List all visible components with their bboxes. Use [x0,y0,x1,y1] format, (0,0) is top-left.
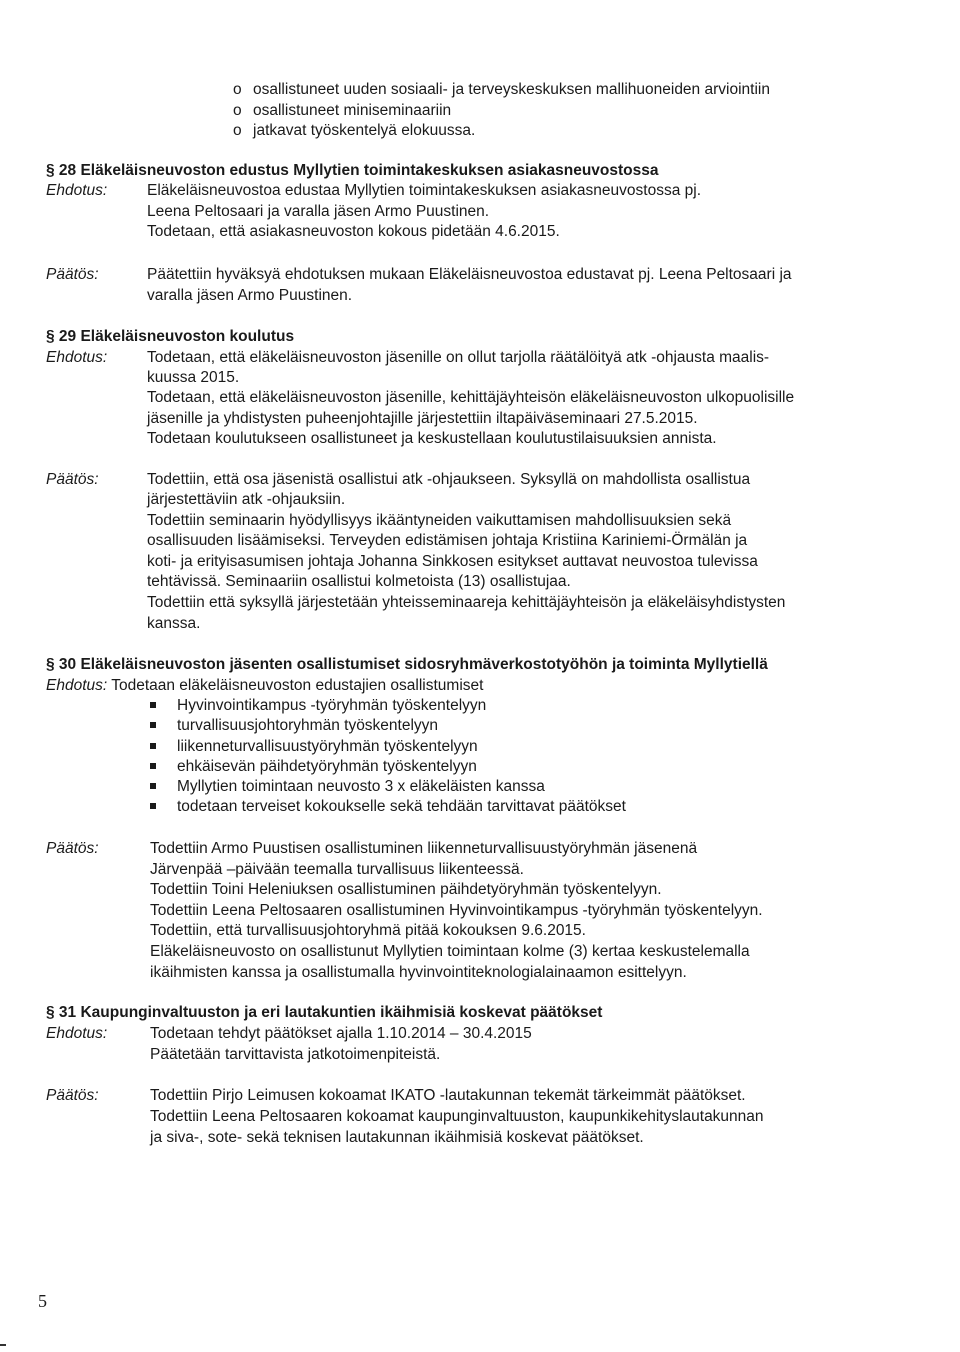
section-31-heading: § 31 Kaupunginvaltuuston ja eri lautakuntien ikäihmisiä koskevat päätökset [46,1004,603,1021]
s29-decision-line: Todettiin, että osa jäsenistä osallistui atk -ohjaukseen. Syksyllä on mahdollista osallistua [147,471,751,488]
circle-bullet-icon: o [233,102,242,119]
s30-bullet-item: ehkäisevän päihdetyöryhmän työskentelyyn [150,757,477,777]
s30-decision-line: Todettiin Leena Peltosaaren osallistuminen Hyvinvointikampus -työryhmän työskentelyyn. [150,902,763,919]
s29-decision-line: järjestettäviin atk -ohjauksiin. [147,491,346,508]
s29-decision-line: osallisuuden lisäämiseksi. Terveyden edistämisen johtaja Kristiina Kariniemi-Örmälän ja [147,532,748,549]
s29-decision-line: Todettiin seminaarin hyödyllisyys ikääntyneiden vaikuttamisen mahdollisuuksien sekä [147,512,732,529]
s30-decision-line: Todettiin Toini Heleniuksen osallistuminen päihdetyöryhmän työskentelyyn. [150,881,662,898]
decision-label: Päätös: [46,1087,99,1104]
s30-decision-line: Todettiin Armo Puustisen osallistuminen liikenneturvallisuustyöryhmän jäsenenä [150,840,698,857]
s30-decision-line: Järvenpää –päivään teemalla turvallisuus liikenteessä. [150,861,524,878]
s28-proposal-line: Todetaan, että asiakasneuvoston kokous pidetään 4.6.2015. [147,223,560,240]
s28-proposal-line: Eläkeläisneuvostoa edustaa Myllytien toimintakeskuksen asiakasneuvostossa pj. [147,182,701,199]
square-bullet-icon [150,743,156,749]
circle-bullet-icon: o [233,81,242,98]
s31-decision-line: Todettiin Leena Peltosaaren kokoamat kaupunginvaltuuston, kaupunkikehityslautakunnan [150,1108,764,1125]
s30-decision-line: Todettiin, että turvallisuusjohtoryhmä pitää kokouksen 9.6.2015. [150,922,586,939]
intro-list-item: o jatkavat työskentelyä elokuussa. [233,122,476,139]
proposal-label: Ehdotus: [46,182,108,199]
section-30-heading: § 30 Eläkeläisneuvoston jäsenten osallistumiset sidosryhmäverkostotyöhön ja toiminta Myllytiellä [46,656,768,673]
s30-bullet-item: Myllytien toimintaan neuvosto 3 x eläkeläisten kanssa [150,777,545,797]
s30-decision-line: ikäihmisten kanssa ja osallistumalla hyvinvointiteknologialainaamon esittelyyn. [150,964,687,981]
s29-decision-line: Todettiin että syksyllä järjestetään yhteisseminaareja kehittäjäyhteisön ja eläkeläisyhdistysten [147,594,786,611]
s28-decision-line: varalla jäsen Armo Puustinen. [147,287,353,304]
scan-edge-mark [0,1344,6,1346]
proposal-label: Ehdotus: [46,349,108,366]
s30-bullet-item: todetaan terveiset kokoukselle sekä tehdään tarvittavat päätökset [150,797,626,817]
s29-proposal-line: kuussa 2015. [147,369,240,386]
square-bullet-icon [150,722,156,728]
s29-proposal-line: Todetaan, että eläkeläisneuvoston jäsenille on ollut tarjolla räätälöityä atk -ohjausta maalis- [147,349,770,366]
square-bullet-icon [150,702,156,708]
s29-proposal-line: jäsenille ja yhdistysten puheenjohtajille järjestettiin iltapäiväseminaari 27.5.2015. [147,410,698,427]
s30-proposal-row [46,676,483,696]
s29-decision-line: koti- ja erityisasumisen johtaja Johanna Sinkkosen esitykset auttavat neuvostoa tulevissa [147,553,758,570]
proposal-label: Ehdotus: [46,677,108,694]
section-28-heading: § 28 Eläkeläisneuvoston edustus Myllytien toimintakeskuksen asiakasneuvostossa [46,162,659,179]
intro-list-item: o osallistuneet miniseminaariin [233,102,452,119]
s30-bullet-item: liikenneturvallisuustyöryhmän työskentelyyn [150,737,478,757]
section-29-heading: § 29 Eläkeläisneuvoston koulutus [46,328,295,345]
s29-decision-line: kanssa. [147,615,201,632]
s28-proposal-line: Leena Peltosaari ja varalla jäsen Armo Puustinen. [147,203,490,220]
page-number: 5 [38,1291,47,1311]
circle-bullet-icon: o [233,122,242,139]
s30-bullet-item: Hyvinvointikampus -työryhmän työskentelyyn [150,696,486,716]
decision-label: Päätös: [46,840,99,857]
s30-decision-line: Eläkeläisneuvosto on osallistunut Myllytien toimintaan kolme (3) kertaa keskustelemalla [150,943,750,960]
s29-proposal-line: Todetaan koulutukseen osallistuneet ja keskustellaan koulutustilaisuuksien annista. [147,430,717,447]
s28-decision-line: Päätettiin hyväksyä ehdotuksen mukaan Eläkeläisneuvostoa edustavat pj. Leena Peltosaari ja [147,266,792,283]
s31-decision-line: Todettiin Pirjo Leimusen kokoamat IKATO -lautakunnan tekemät tärkeimmät päätökset. [150,1087,746,1104]
intro-list-item: o osallistuneet uuden sosiaali- ja terveyskeskuksen mallihuoneiden arviointiin [233,81,770,98]
s30-bullet-item: turvallisuusjohtoryhmän työskentelyyn [150,716,438,736]
square-bullet-icon [150,783,156,789]
decision-label: Päätös: [46,471,99,488]
square-bullet-icon [150,763,156,769]
s31-decision-line: ja siva-, sote- sekä teknisen lautakunnan ikäihmisiä koskevat päätökset. [150,1129,644,1146]
s31-proposal-line: Todetaan tehdyt päätökset ajalla 1.10.2014 – 30.4.2015 [150,1025,532,1042]
s29-proposal-line: Todetaan, että eläkeläisneuvoston jäsenille, kehittäjäyhteisön eläkeläisneuvoston ulkopuolisille [147,389,795,406]
square-bullet-icon [150,803,156,809]
s31-proposal-line: Päätetään tarvittavista jatkotoimenpiteistä. [150,1046,441,1063]
decision-label: Päätös: [46,266,99,283]
s29-decision-line: tehtävissä. Seminaariin osallistui kolmetoista (13) osallistujaa. [147,573,571,590]
proposal-label: Ehdotus: [46,1025,108,1042]
s30-proposal-intro: Todetaan eläkeläisneuvoston edustajien osallistumiset [111,677,484,694]
